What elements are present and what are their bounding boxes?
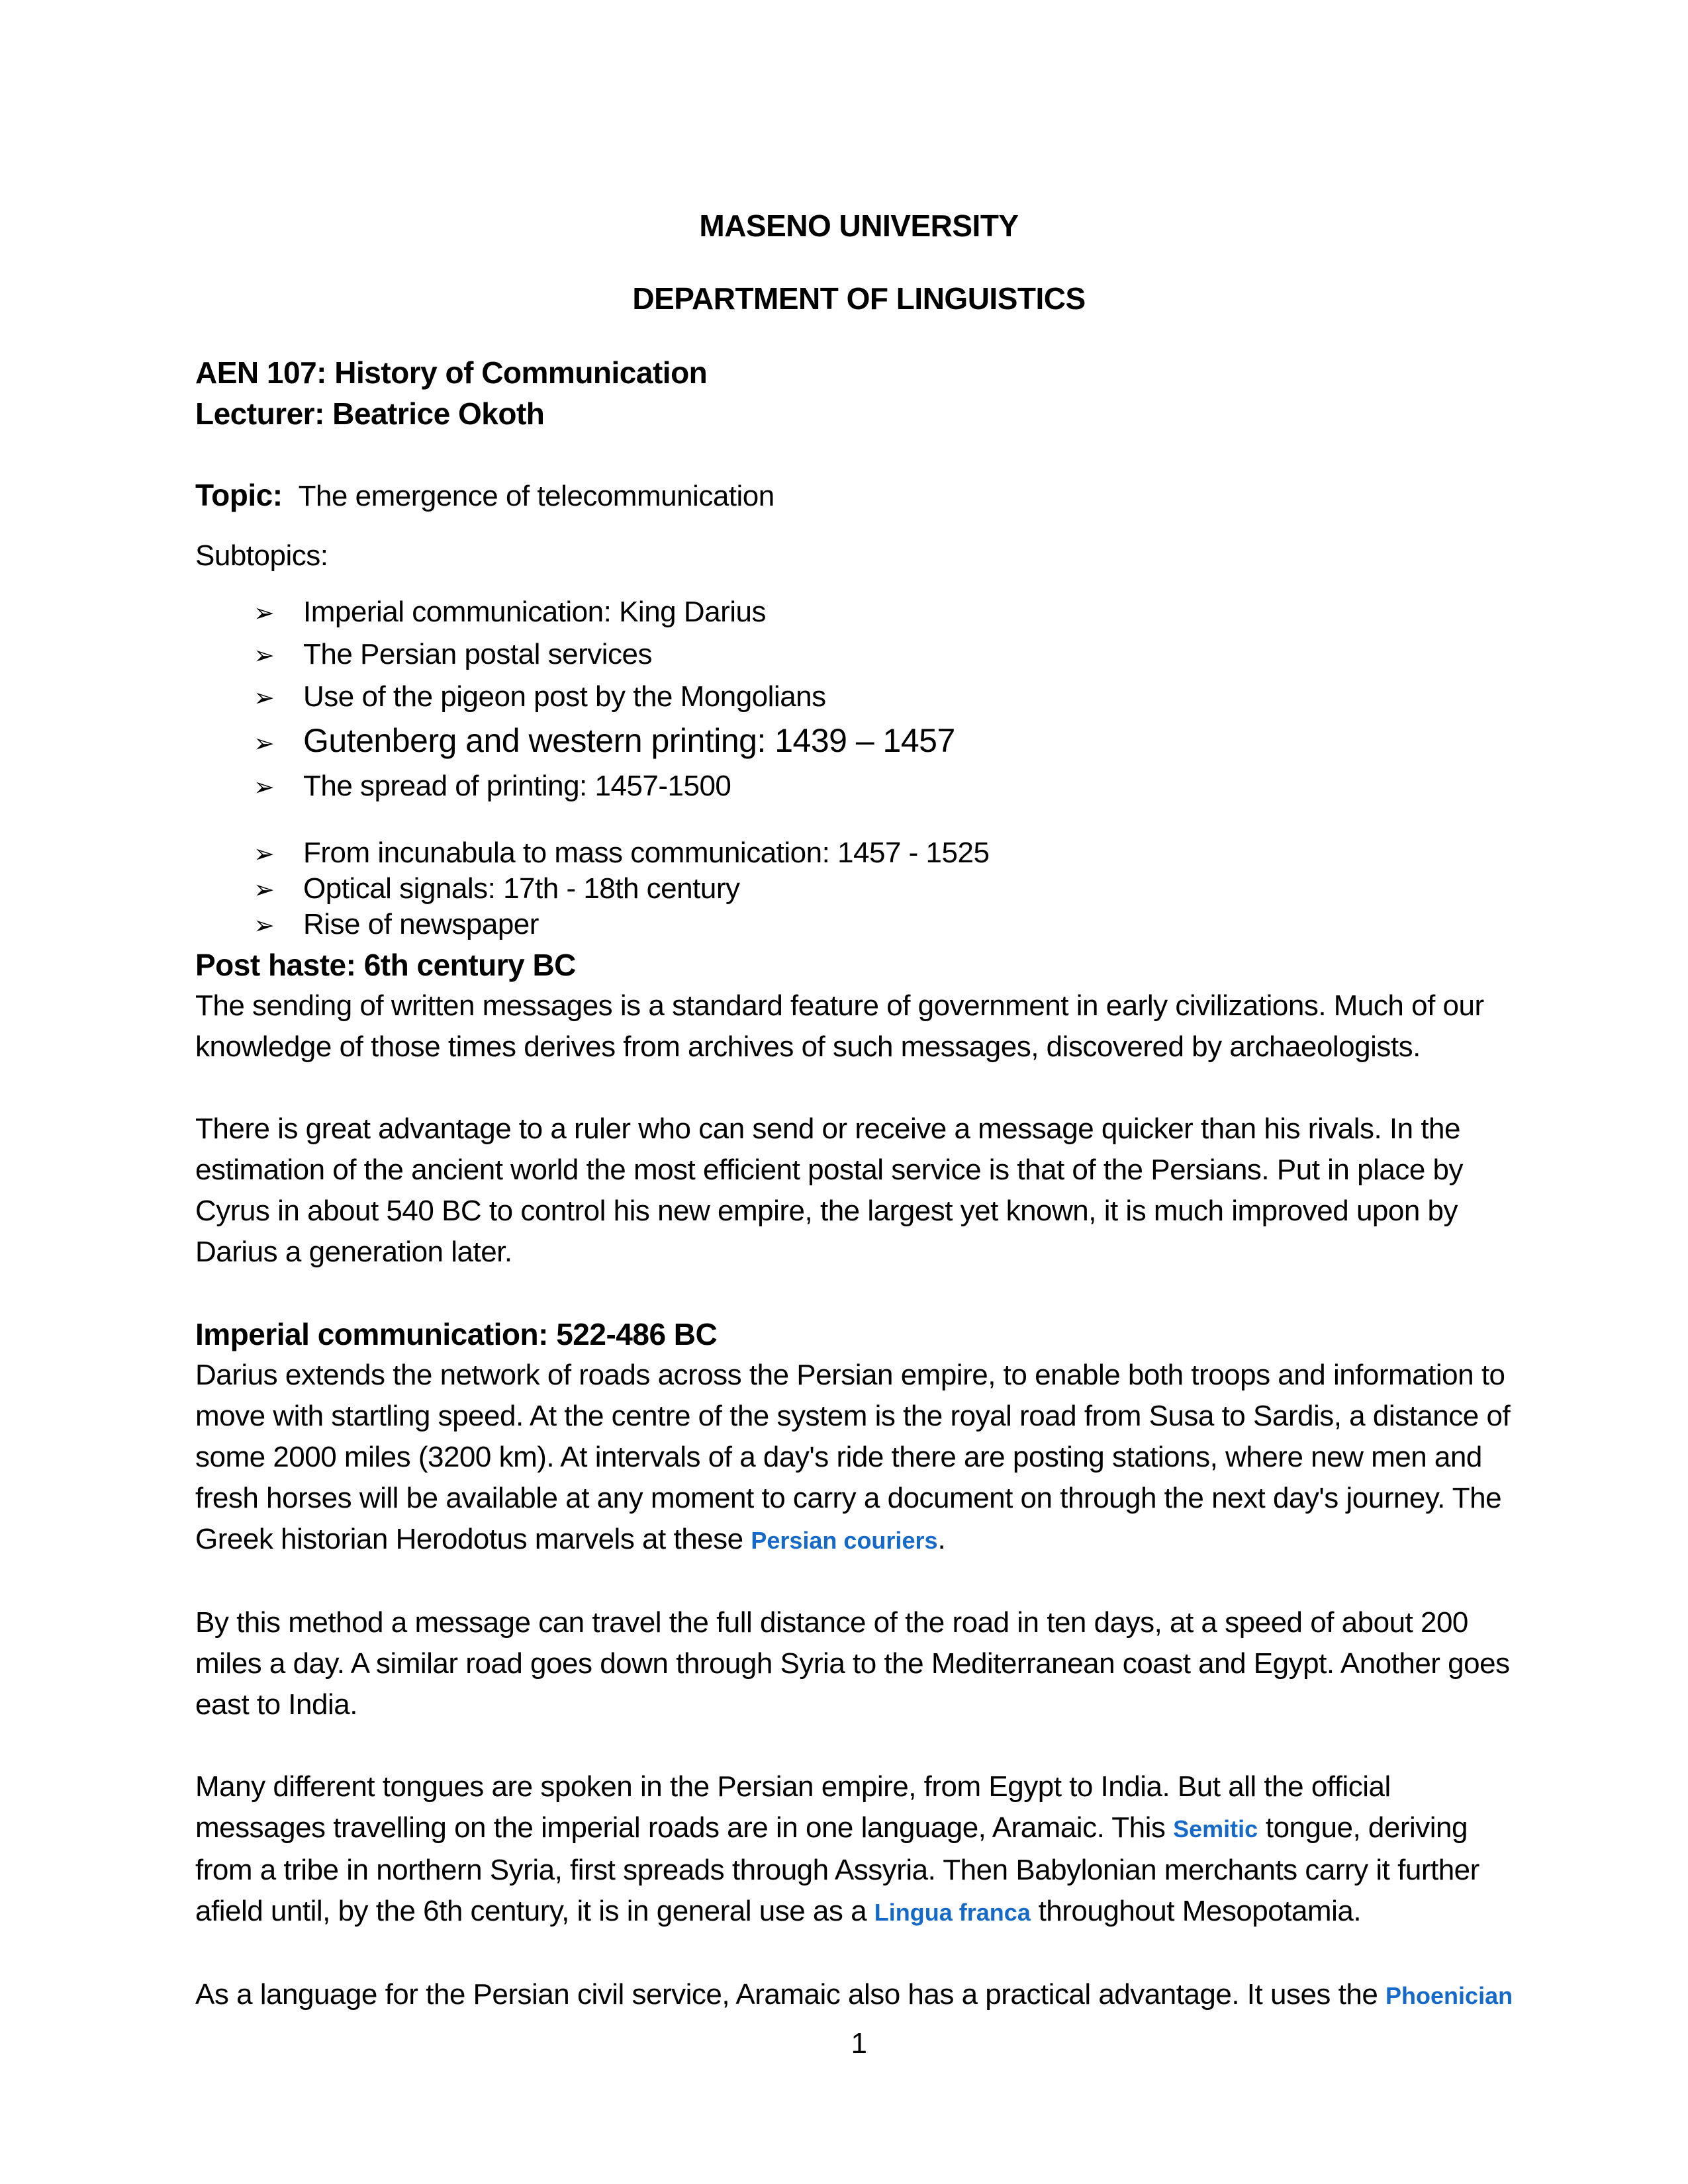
bullet-arrow-icon: ➢ [254, 876, 275, 904]
topic-label: Topic: [195, 478, 283, 512]
bullet-arrow-icon: ➢ [254, 684, 275, 712]
bullet-arrow-icon: ➢ [254, 912, 275, 940]
section-heading-post-haste: Post haste: 6th century BC [195, 948, 576, 982]
paragraph [195, 985, 1523, 1068]
subtopic-item [195, 872, 1523, 907]
subtopic-item [195, 907, 1523, 943]
subtopic-item [195, 766, 1523, 808]
section-heading-imperial-communication: Imperial communication: 522-486 BC [195, 1317, 718, 1351]
page-title-department: DEPARTMENT OF LINGUISTICS [632, 281, 1086, 316]
bullet-arrow-icon: ➢ [254, 841, 275, 868]
bullet-arrow-icon: ➢ [254, 730, 275, 758]
subtopics-list-group2 [195, 836, 1523, 943]
link-persian-couriers[interactable]: Persian couriers [751, 1527, 938, 1554]
link-lingua-franca[interactable]: Lingua franca [874, 1899, 1031, 1926]
topic-line [195, 475, 1523, 517]
subtopic-item-label: Imperial communication: King Darius [303, 596, 767, 628]
subtopic-item-label: The spread of printing: 1457-1500 [303, 770, 731, 802]
paragraph [195, 1974, 1523, 2017]
page-number: 1 [851, 2027, 867, 2060]
topic-value: The emergence of telecommunication [298, 480, 774, 512]
subtopic-item [195, 676, 1523, 719]
paragraph [195, 1109, 1523, 1273]
subtopics-list-group1 [195, 592, 1523, 808]
subtopic-item [195, 836, 1523, 872]
text-run: Many different tongues are spoken in the Persian empire, from Egypt to India. But all the official messages travelling on the imperial roads are in one language, Aramaic. This [195, 1770, 1391, 1844]
paragraph [195, 1766, 1523, 1933]
bullet-arrow-icon: ➢ [254, 774, 275, 801]
subtopic-item [195, 719, 1523, 766]
paragraph [195, 1602, 1523, 1725]
subtopics-label: Subtopics: [195, 539, 328, 572]
paragraph [195, 1355, 1523, 1561]
subtopic-item [195, 592, 1523, 634]
course-title: AEN 107: History of Communication [195, 355, 708, 390]
lecturer-line: Lecturer: Beatrice Okoth [195, 396, 545, 431]
link-semitic[interactable]: Semitic [1173, 1815, 1258, 1843]
subtopic-item-label: Rise of newspaper [303, 908, 539, 940]
text-run: tongue, deriving from a tribe in northern Syria, first spreads through Assyria. Then Babylonian merchants carry it further afield until, by the 6th century, it is in general use as a [195, 1811, 1479, 1927]
subtopic-item-label: The Persian postal services [303, 638, 652, 670]
subtopic-item [195, 634, 1523, 676]
subtopic-item-label: From incunabula to mass communication: 1457 - 1525 [303, 837, 990, 869]
text-run: By this method a message can travel the full distance of the road in ten days, at a speed of about 200 miles a day. A similar road goes down through Syria to the Mediterranean coast and Egypt. Another goes east to India. [195, 1606, 1510, 1721]
subtopic-item-label: Gutenberg and western printing: 1439 – 1457 [303, 722, 955, 759]
text-run: . [937, 1523, 946, 1555]
link-phoenician[interactable]: Phoenician [1385, 1982, 1513, 2009]
text-run: throughout Mesopotamia. [1030, 1895, 1362, 1927]
text-run: Darius extends the network of roads across the Persian empire, to enable both troops and information to move with startling speed. At the centre of the system is the royal road from Susa to Sardis, a distance of some 2000 miles (3200 km). At intervals of a day's ride there are posting stations, where new men and fresh horses will be available at any moment to carry a document on through the next day's journey. The Greek historian Herodotus marvels at these [195, 1359, 1511, 1555]
text-run: The sending of written messages is a standard feature of government in early civilizations. Much of our knowledge of those times derives from archives of such messages, discovered by archaeologists. [195, 989, 1484, 1063]
bullet-arrow-icon: ➢ [254, 642, 275, 670]
subtopic-item-label: Use of the pigeon post by the Mongolians [303, 680, 826, 713]
text-run: As a language for the Persian civil service, Aramaic also has a practical advantage. It uses the [195, 1978, 1386, 2011]
text-run: There is great advantage to a ruler who can send or receive a message quicker than his rivals. In the estimation of the ancient world the most efficient postal service is that of the Persians. Put in place by Cyrus in about 540 BC to control his new empire, the largest yet known, it is much improved upon by Darius a generation later. [195, 1113, 1463, 1268]
bullet-arrow-icon: ➢ [254, 600, 275, 627]
subtopic-item-label: Optical signals: 17th - 18th century [303, 872, 740, 905]
page-title-university: MASENO UNIVERSITY [699, 208, 1019, 243]
